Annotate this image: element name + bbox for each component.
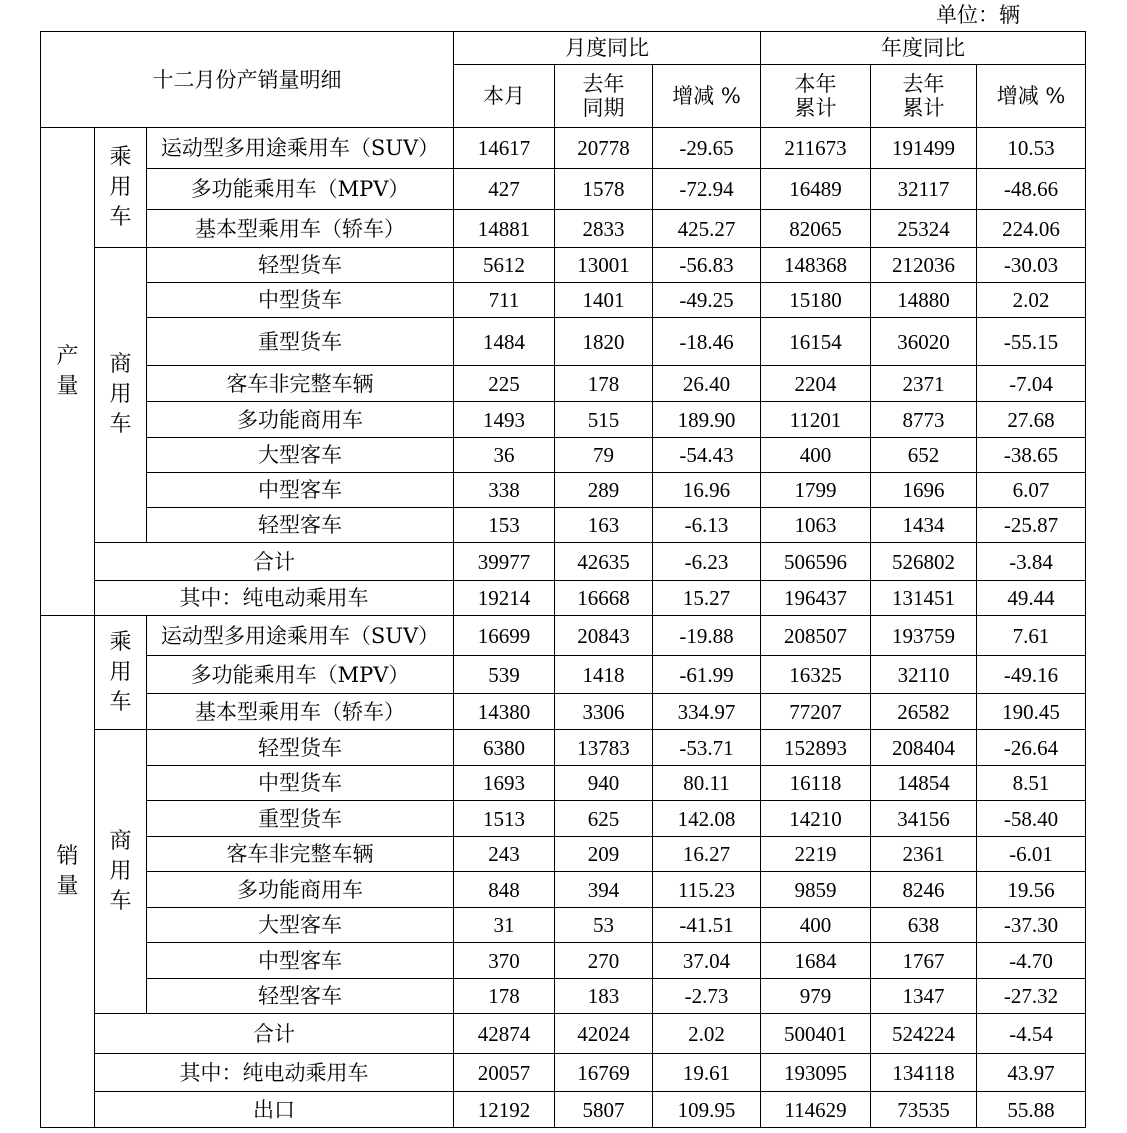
- cell-change-year: 55.88: [977, 1092, 1086, 1128]
- cell-last-year-same-period: 53: [555, 908, 653, 943]
- cell-last-year-same-period: 163: [555, 508, 653, 543]
- cell-ytd: 16489: [761, 169, 871, 210]
- table-title: 十二月份产销量明细: [41, 32, 454, 128]
- col-header-text: 累计: [902, 96, 945, 120]
- cell-last-ytd: 526802: [871, 543, 977, 581]
- row-label: 重型货车: [147, 801, 454, 837]
- cell-current-month: 539: [454, 656, 555, 694]
- cell-change-year: 27.68: [977, 402, 1086, 438]
- cell-last-ytd: 2361: [871, 837, 977, 872]
- cell-last-year-same-period: 20778: [555, 128, 653, 169]
- commercial-vehicle-group-label-char: 用: [109, 382, 132, 407]
- cell-change-month: 334.97: [653, 694, 761, 730]
- cell-ytd: 2204: [761, 366, 871, 402]
- row-label: 轻型货车: [147, 248, 454, 283]
- cell-last-ytd: 25324: [871, 210, 977, 248]
- cell-current-month: 1513: [454, 801, 555, 837]
- row-label: 客车非完整车辆: [147, 366, 454, 402]
- cell-last-year-same-period: 183: [555, 979, 653, 1014]
- ev-row: [41, 1054, 1086, 1092]
- row-label: 大型客车: [147, 908, 454, 943]
- col-header-ytd: [761, 65, 871, 128]
- row-label: 轻型货车: [147, 730, 454, 766]
- cell-current-month: 1693: [454, 766, 555, 801]
- cell-ytd: 500401: [761, 1014, 871, 1054]
- cell-last-year-same-period: 16769: [555, 1054, 653, 1092]
- table-row: [41, 616, 1086, 656]
- row-label: 运动型多用途乘用车（SUV）: [147, 616, 454, 656]
- cell-current-month: 12192: [454, 1092, 555, 1128]
- table-row: [41, 283, 1086, 318]
- passenger-car-group-label-char: 车: [109, 689, 132, 715]
- cell-change-year: -58.40: [977, 801, 1086, 837]
- cell-ytd: 2219: [761, 837, 871, 872]
- cell-current-month: 1484: [454, 318, 555, 366]
- cell-change-year: 224.06: [977, 210, 1086, 248]
- table-row: [41, 943, 1086, 979]
- cell-last-ytd: 212036: [871, 248, 977, 283]
- cell-change-year: -55.15: [977, 318, 1086, 366]
- cell-current-month: 370: [454, 943, 555, 979]
- cell-current-month: 42874: [454, 1014, 555, 1054]
- cell-change-month: 2.02: [653, 1014, 761, 1054]
- cell-change-year: -48.66: [977, 169, 1086, 210]
- cell-last-ytd: 26582: [871, 694, 977, 730]
- cell-last-ytd: 1767: [871, 943, 977, 979]
- sales-section-label-char: 量: [56, 873, 79, 899]
- cell-ytd: 148368: [761, 248, 871, 283]
- row-label: 中型客车: [147, 943, 454, 979]
- cell-ytd: 16154: [761, 318, 871, 366]
- cell-change-year: -25.87: [977, 508, 1086, 543]
- passenger-car-group-label-char: 车: [109, 204, 132, 230]
- commercial-vehicle-group-label: [95, 248, 147, 543]
- passenger-car-group-label: [95, 616, 147, 730]
- cell-ytd: 979: [761, 979, 871, 1014]
- row-label: 中型客车: [147, 473, 454, 508]
- total-row-label: 合计: [95, 1014, 454, 1054]
- cell-last-ytd: 34156: [871, 801, 977, 837]
- cell-current-month: 153: [454, 508, 555, 543]
- table-body: [41, 128, 1086, 1128]
- production-section-label: [41, 128, 95, 616]
- row-label: 基本型乘用车（轿车）: [147, 210, 454, 248]
- row-label: 中型货车: [147, 283, 454, 318]
- cell-change-year: 49.44: [977, 581, 1086, 616]
- cell-last-ytd: 32110: [871, 656, 977, 694]
- cell-last-year-same-period: 1401: [555, 283, 653, 318]
- col-header-text: 去年: [902, 72, 945, 96]
- cell-last-year-same-period: 2833: [555, 210, 653, 248]
- cell-ytd: 114629: [761, 1092, 871, 1128]
- cell-current-month: 36: [454, 438, 555, 473]
- cell-change-month: -2.73: [653, 979, 761, 1014]
- cell-change-month: -19.88: [653, 616, 761, 656]
- cell-last-year-same-period: 178: [555, 366, 653, 402]
- total-row: [41, 1014, 1086, 1054]
- cell-ytd: 1063: [761, 508, 871, 543]
- table-row: [41, 656, 1086, 694]
- commercial-vehicle-group-label-char: 车: [109, 888, 132, 914]
- cell-current-month: 39977: [454, 543, 555, 581]
- table-row: [41, 730, 1086, 766]
- row-label: 运动型多用途乘用车（SUV）: [147, 128, 454, 169]
- cell-ytd: 400: [761, 438, 871, 473]
- table-row: [41, 508, 1086, 543]
- cell-current-month: 848: [454, 872, 555, 908]
- cell-change-year: -4.70: [977, 943, 1086, 979]
- col-header-text: 累计: [794, 96, 837, 120]
- cell-change-month: -56.83: [653, 248, 761, 283]
- table-row: [41, 872, 1086, 908]
- cell-last-ytd: 1347: [871, 979, 977, 1014]
- cell-change-month: -6.23: [653, 543, 761, 581]
- cell-ytd: 14210: [761, 801, 871, 837]
- sales-section-label: [41, 616, 95, 1128]
- cell-change-year: 6.07: [977, 473, 1086, 508]
- row-label: 重型货车: [147, 318, 454, 366]
- row-label: 轻型客车: [147, 508, 454, 543]
- cell-last-ytd: 193759: [871, 616, 977, 656]
- cell-last-ytd: 2371: [871, 366, 977, 402]
- cell-change-month: -61.99: [653, 656, 761, 694]
- cell-change-month: 16.27: [653, 837, 761, 872]
- cell-current-month: 31: [454, 908, 555, 943]
- cell-change-year: -6.01: [977, 837, 1086, 872]
- passenger-car-group-label-char: 用: [109, 174, 132, 200]
- row-label: 多功能商用车: [147, 402, 454, 438]
- cell-current-month: 338: [454, 473, 555, 508]
- cell-current-month: 243: [454, 837, 555, 872]
- commercial-vehicle-group-label-char: 商: [109, 828, 132, 854]
- table-row: [41, 402, 1086, 438]
- cell-change-year: -30.03: [977, 248, 1086, 283]
- cell-change-year: -38.65: [977, 438, 1086, 473]
- table-row: [41, 169, 1086, 210]
- col-header-last-ytd: [871, 65, 977, 128]
- cell-last-ytd: 73535: [871, 1092, 977, 1128]
- cell-ytd: 208507: [761, 616, 871, 656]
- cell-last-ytd: 131451: [871, 581, 977, 616]
- row-label: 多功能乘用车（MPV）: [147, 656, 454, 694]
- unit-label: 单位：辆: [936, 3, 1020, 27]
- cell-ytd: 11201: [761, 402, 871, 438]
- cell-last-year-same-period: 270: [555, 943, 653, 979]
- row-label: 多功能商用车: [147, 872, 454, 908]
- total-row-label: 合计: [95, 543, 454, 581]
- cell-change-month: 109.95: [653, 1092, 761, 1128]
- cell-change-year: -27.32: [977, 979, 1086, 1014]
- cell-current-month: 14380: [454, 694, 555, 730]
- passenger-car-group-label-char: 乘: [109, 629, 132, 655]
- col-header-change-year: 增减 %: [977, 65, 1086, 128]
- table-row: [41, 837, 1086, 872]
- cell-change-month: -53.71: [653, 730, 761, 766]
- cell-last-year-same-period: 79: [555, 438, 653, 473]
- cell-ytd: 1684: [761, 943, 871, 979]
- cell-change-year: -4.54: [977, 1014, 1086, 1054]
- passenger-car-group-label-char: 乘: [109, 144, 132, 170]
- cell-current-month: 6380: [454, 730, 555, 766]
- cell-last-year-same-period: 42024: [555, 1014, 653, 1054]
- cell-current-month: 14881: [454, 210, 555, 248]
- cell-change-month: -49.25: [653, 283, 761, 318]
- cell-last-year-same-period: 625: [555, 801, 653, 837]
- cell-ytd: 400: [761, 908, 871, 943]
- col-header-current-month: 本月: [454, 65, 555, 128]
- commercial-vehicle-group-label-char: 商: [109, 352, 132, 377]
- table-row: [41, 473, 1086, 508]
- cell-last-ytd: 1696: [871, 473, 977, 508]
- cell-change-month: -72.94: [653, 169, 761, 210]
- cell-change-month: 80.11: [653, 766, 761, 801]
- cell-change-month: -18.46: [653, 318, 761, 366]
- cell-change-year: 43.97: [977, 1054, 1086, 1092]
- table-row: [41, 979, 1086, 1014]
- cell-ytd: 196437: [761, 581, 871, 616]
- cell-current-month: 178: [454, 979, 555, 1014]
- cell-change-month: 425.27: [653, 210, 761, 248]
- passenger-car-group-label: [95, 128, 147, 248]
- cell-current-month: 427: [454, 169, 555, 210]
- cell-last-year-same-period: 394: [555, 872, 653, 908]
- table-row: [41, 908, 1086, 943]
- cell-last-ytd: 208404: [871, 730, 977, 766]
- production-sales-table: [40, 31, 1086, 1128]
- cell-change-month: 15.27: [653, 581, 761, 616]
- passenger-car-group-label-char: 用: [109, 659, 132, 685]
- cell-last-ytd: 8246: [871, 872, 977, 908]
- cell-ytd: 16325: [761, 656, 871, 694]
- cell-change-month: -29.65: [653, 128, 761, 169]
- cell-change-year: 7.61: [977, 616, 1086, 656]
- cell-ytd: 82065: [761, 210, 871, 248]
- cell-current-month: 19214: [454, 581, 555, 616]
- cell-ytd: 16118: [761, 766, 871, 801]
- cell-change-year: -37.30: [977, 908, 1086, 943]
- production-section-label-char: 产: [56, 343, 79, 369]
- table-row: [41, 128, 1086, 169]
- table-row: [41, 694, 1086, 730]
- cell-last-ytd: 1434: [871, 508, 977, 543]
- cell-change-month: 16.96: [653, 473, 761, 508]
- table-row: [41, 248, 1086, 283]
- cell-last-ytd: 134118: [871, 1054, 977, 1092]
- commercial-vehicle-group-label-char: 用: [109, 858, 132, 884]
- ev-row-label: 其中：纯电动乘用车: [95, 581, 454, 616]
- table-row: [41, 366, 1086, 402]
- cell-change-year: 190.45: [977, 694, 1086, 730]
- ev-row-label: 其中：纯电动乘用车: [95, 1054, 454, 1092]
- export-row-label: 出口: [95, 1092, 454, 1128]
- cell-last-year-same-period: 940: [555, 766, 653, 801]
- cell-last-ytd: 36020: [871, 318, 977, 366]
- cell-change-year: 10.53: [977, 128, 1086, 169]
- cell-last-year-same-period: 1820: [555, 318, 653, 366]
- cell-current-month: 20057: [454, 1054, 555, 1092]
- cell-last-year-same-period: 289: [555, 473, 653, 508]
- cell-ytd: 193095: [761, 1054, 871, 1092]
- cell-change-month: 26.40: [653, 366, 761, 402]
- col-header-text: 去年: [582, 72, 625, 96]
- cell-last-year-same-period: 13783: [555, 730, 653, 766]
- table-row: [41, 766, 1086, 801]
- cell-last-year-same-period: 5807: [555, 1092, 653, 1128]
- cell-change-month: 142.08: [653, 801, 761, 837]
- cell-change-month: 19.61: [653, 1054, 761, 1092]
- table-row: [41, 801, 1086, 837]
- cell-ytd: 15180: [761, 283, 871, 318]
- cell-ytd: 9859: [761, 872, 871, 908]
- cell-last-year-same-period: 16668: [555, 581, 653, 616]
- export-row: [41, 1092, 1086, 1128]
- col-header-text: 同期: [582, 96, 625, 120]
- cell-current-month: 16699: [454, 616, 555, 656]
- cell-last-ytd: 14880: [871, 283, 977, 318]
- table-row: [41, 318, 1086, 366]
- cell-last-ytd: 652: [871, 438, 977, 473]
- cell-last-year-same-period: 42635: [555, 543, 653, 581]
- production-section-label-char: 量: [56, 373, 79, 399]
- cell-last-ytd: 32117: [871, 169, 977, 210]
- ev-row: [41, 581, 1086, 616]
- cell-change-year: 8.51: [977, 766, 1086, 801]
- cell-last-year-same-period: 1418: [555, 656, 653, 694]
- cell-last-year-same-period: 1578: [555, 169, 653, 210]
- cell-current-month: 14617: [454, 128, 555, 169]
- cell-change-year: -49.16: [977, 656, 1086, 694]
- row-label: 客车非完整车辆: [147, 837, 454, 872]
- cell-current-month: 5612: [454, 248, 555, 283]
- col-header-text: 本年: [794, 72, 837, 96]
- cell-ytd: 1799: [761, 473, 871, 508]
- cell-last-ytd: 191499: [871, 128, 977, 169]
- cell-change-month: 115.23: [653, 872, 761, 908]
- total-row: [41, 543, 1086, 581]
- cell-current-month: 1493: [454, 402, 555, 438]
- cell-change-month: -6.13: [653, 508, 761, 543]
- cell-ytd: 506596: [761, 543, 871, 581]
- commercial-vehicle-group-label: [95, 730, 147, 1014]
- table-row: [41, 438, 1086, 473]
- row-label: 基本型乘用车（轿车）: [147, 694, 454, 730]
- cell-last-ytd: 524224: [871, 1014, 977, 1054]
- cell-change-year: -26.64: [977, 730, 1086, 766]
- cell-current-month: 711: [454, 283, 555, 318]
- row-label: 中型货车: [147, 766, 454, 801]
- col-header-change-month: 增减 %: [653, 65, 761, 128]
- cell-last-year-same-period: 515: [555, 402, 653, 438]
- row-label: 大型客车: [147, 438, 454, 473]
- table-row: [41, 210, 1086, 248]
- group-header-year: 年度同比: [761, 32, 1086, 65]
- cell-change-year: 19.56: [977, 872, 1086, 908]
- cell-change-year: 2.02: [977, 283, 1086, 318]
- sales-section-label-char: 销: [56, 843, 79, 869]
- commercial-vehicle-group-label-char: 车: [109, 412, 132, 437]
- cell-last-year-same-period: 3306: [555, 694, 653, 730]
- cell-change-month: -54.43: [653, 438, 761, 473]
- cell-current-month: 225: [454, 366, 555, 402]
- cell-change-month: -41.51: [653, 908, 761, 943]
- cell-change-year: -3.84: [977, 543, 1086, 581]
- cell-last-year-same-period: 20843: [555, 616, 653, 656]
- cell-last-ytd: 638: [871, 908, 977, 943]
- row-label: 多功能乘用车（MPV）: [147, 169, 454, 210]
- cell-change-month: 37.04: [653, 943, 761, 979]
- cell-change-month: 189.90: [653, 402, 761, 438]
- col-header-last-year-same-period: [555, 65, 653, 128]
- cell-change-year: -7.04: [977, 366, 1086, 402]
- cell-last-year-same-period: 13001: [555, 248, 653, 283]
- cell-last-year-same-period: 209: [555, 837, 653, 872]
- row-label: 轻型客车: [147, 979, 454, 1014]
- group-header-month: 月度同比: [454, 32, 761, 65]
- cell-last-ytd: 14854: [871, 766, 977, 801]
- cell-ytd: 211673: [761, 128, 871, 169]
- cell-ytd: 77207: [761, 694, 871, 730]
- cell-ytd: 152893: [761, 730, 871, 766]
- cell-last-ytd: 8773: [871, 402, 977, 438]
